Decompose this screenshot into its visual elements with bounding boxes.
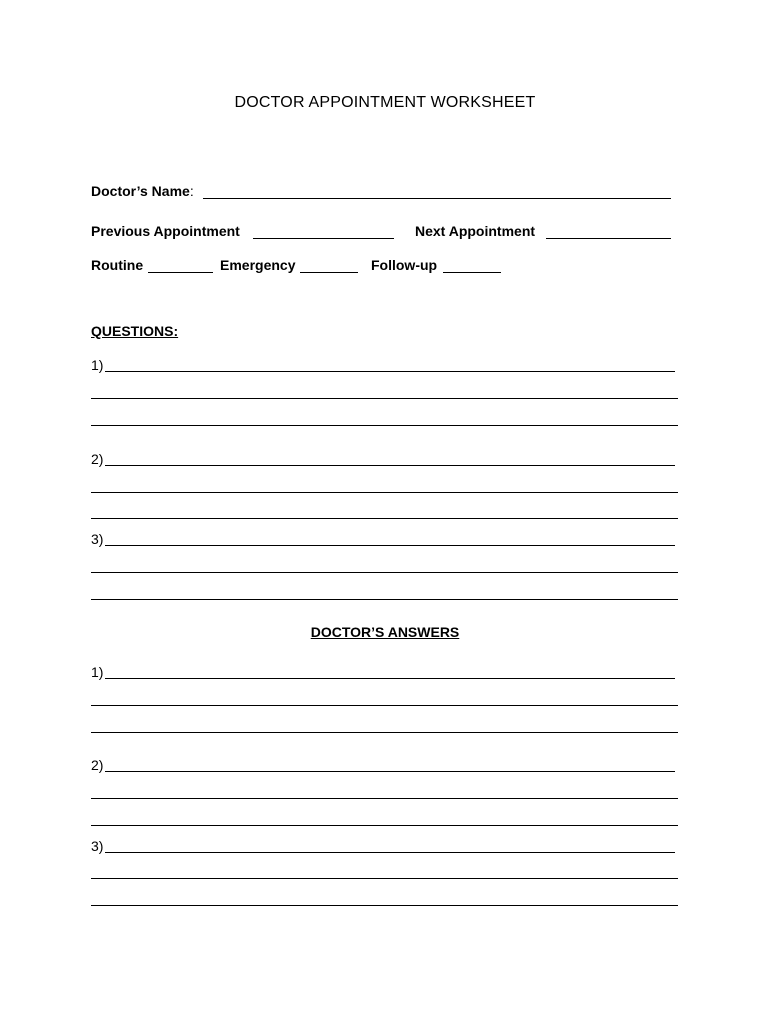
follow-up-label: Follow-up — [371, 257, 438, 273]
follow-up-field[interactable] — [443, 272, 501, 273]
question-2-line[interactable] — [91, 518, 678, 519]
next-appointment-field[interactable] — [546, 238, 671, 239]
doctor-name-label-text: Doctor’s Name — [91, 183, 190, 199]
answer-number: 1) — [91, 664, 104, 680]
answer-2-line[interactable] — [91, 798, 678, 799]
previous-appointment-field[interactable] — [253, 238, 394, 239]
answer-number: 3) — [91, 838, 104, 854]
question-1-line[interactable] — [91, 398, 678, 399]
question-number: 3) — [91, 531, 104, 547]
question-2-line[interactable] — [105, 465, 675, 466]
question-number: 1) — [91, 357, 104, 373]
page-title: DOCTOR APPOINTMENT WORKSHEET — [234, 94, 536, 111]
question-2-line[interactable] — [91, 492, 678, 493]
answer-1-line[interactable] — [105, 678, 675, 679]
next-appointment-label: Next Appointment — [415, 223, 536, 239]
answer-3-line[interactable] — [105, 852, 675, 853]
question-3-line[interactable] — [91, 599, 678, 600]
doctor-name-label — [91, 183, 194, 199]
routine-label: Routine — [91, 257, 144, 273]
question-number: 2) — [91, 451, 104, 467]
previous-appointment-label: Previous Appointment — [91, 223, 240, 239]
emergency-field[interactable] — [300, 272, 358, 273]
answer-number: 2) — [91, 757, 104, 773]
doctor-name-colon: : — [189, 183, 194, 199]
answer-3-line[interactable] — [91, 878, 678, 879]
emergency-label: Emergency — [220, 257, 296, 273]
answer-2-line[interactable] — [105, 771, 675, 772]
question-3-line[interactable] — [91, 572, 678, 573]
routine-field[interactable] — [148, 272, 213, 273]
question-1-line[interactable] — [91, 425, 678, 426]
answers-heading: DOCTOR’S ANSWERS — [310, 624, 460, 640]
questions-heading: QUESTIONS: — [91, 323, 179, 339]
question-1-line[interactable] — [105, 371, 675, 372]
doctor-name-field[interactable] — [203, 198, 671, 199]
answer-1-line[interactable] — [91, 705, 678, 706]
answer-1-line[interactable] — [91, 732, 678, 733]
answer-3-line[interactable] — [91, 905, 678, 906]
question-3-line[interactable] — [105, 545, 675, 546]
answer-2-line[interactable] — [91, 825, 678, 826]
